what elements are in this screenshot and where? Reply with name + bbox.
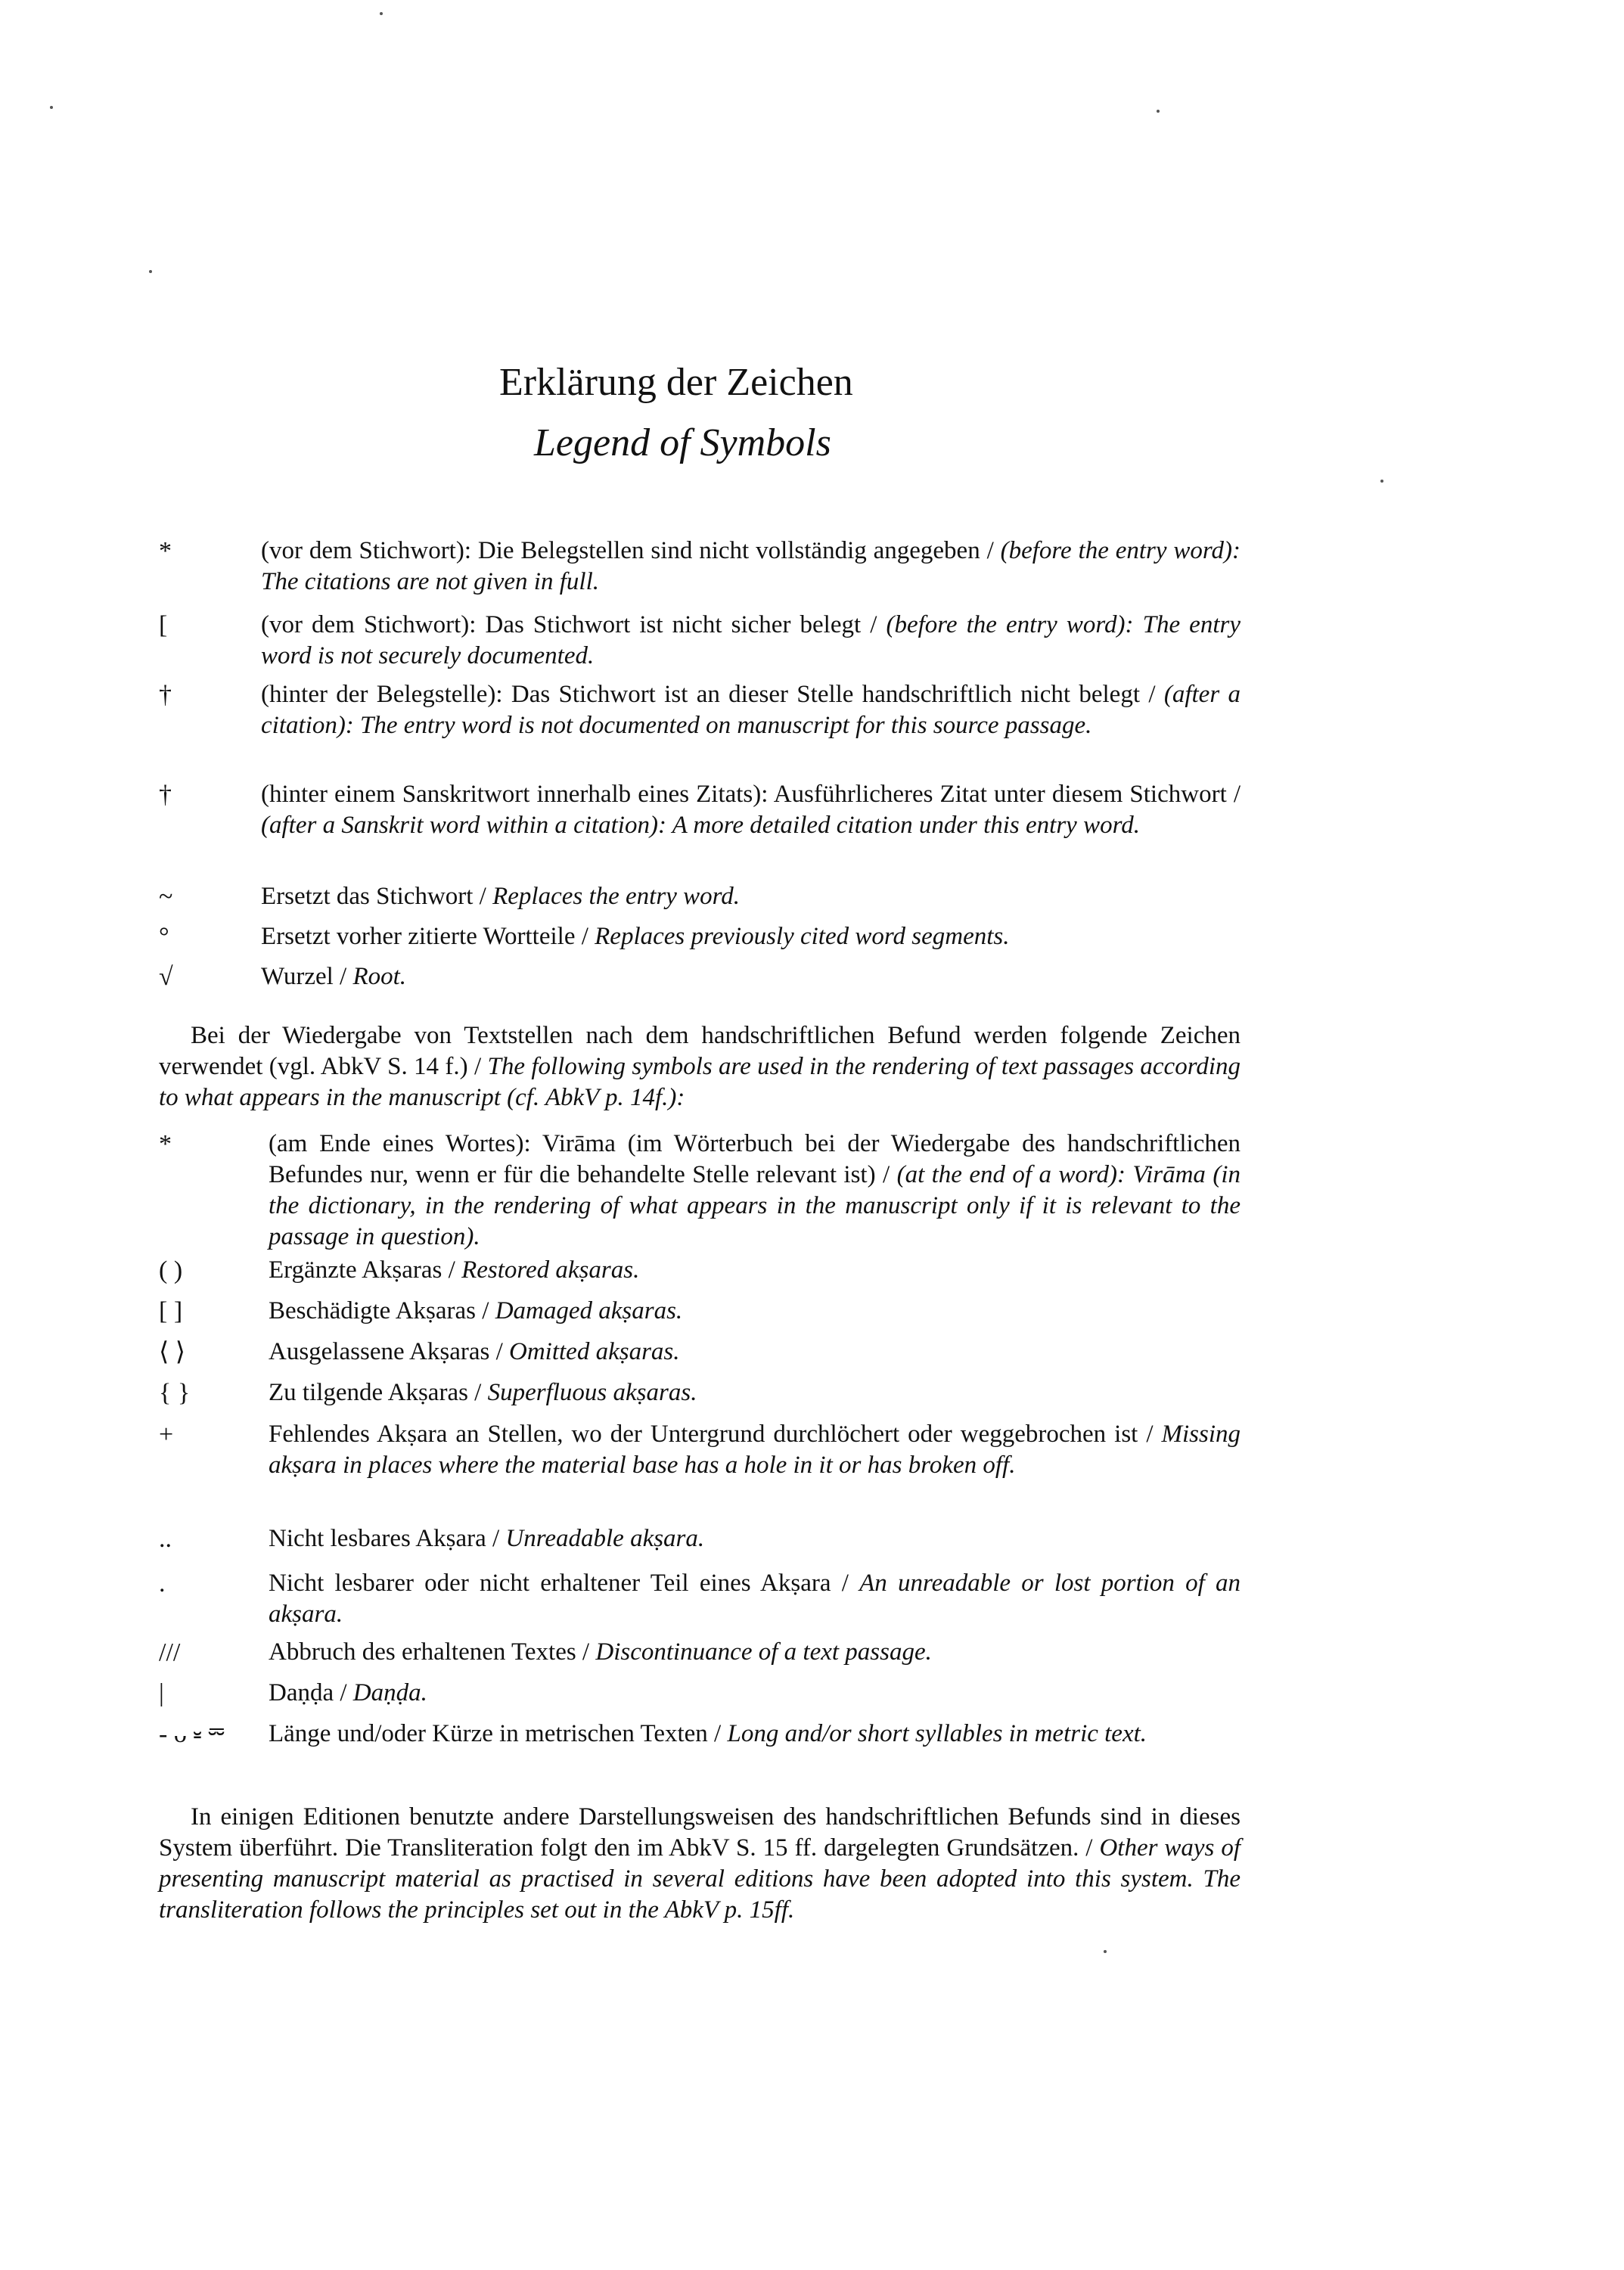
- entry-text: Ergänzte Akṣaras / Restored akṣaras.: [269, 1256, 640, 1284]
- entry-symbol: - ᴗ ⏓ ⏔: [159, 1720, 225, 1748]
- scan-speck: [1104, 1950, 1107, 1953]
- entry-text: (hinter einem Sanskritwort innerhalb eines Zitats): Ausführlicheres Zitat unter diesem Stichwort / (after a Sanskrit word within a citation): A more detailed citation under this entry word.: [261, 781, 1241, 839]
- entry-text: (vor dem Stichwort): Die Belegstellen sind nicht vollständig angegeben / (before the entry word): The citations are not given in full.: [261, 537, 1241, 595]
- entry-symbol: ( ): [159, 1256, 183, 1284]
- entry-symbol: †: [159, 681, 172, 709]
- entry-text: Abbruch des erhaltenen Textes / Discontinuance of a text passage.: [269, 1638, 932, 1666]
- entry-symbol: [: [159, 611, 168, 639]
- entry-symbol: ~: [159, 883, 173, 911]
- entry-symbol: [ ]: [159, 1297, 183, 1325]
- entry-symbol: .: [159, 1570, 166, 1598]
- entry-symbol: °: [159, 923, 169, 951]
- entry-text: Länge und/oder Kürze in metrischen Texten / Long and/or short syllables in metric text.: [269, 1720, 1147, 1747]
- closing-paragraph: In einigen Editionen benutzte andere Darstellungsweisen des handschriftlichen Befunds sind in dieses System überführt. Die Transliteration folgt den im AbkV S. 15 ff. dargelegten Grundsätzen. / Other ways of presenting manuscript material as practised in several editions have been adopted into this system. The transliteration follows the principles set out in the AbkV p. 15ff.: [159, 1803, 1241, 1924]
- entry-text: Nicht lesbarer oder nicht erhaltener Teil eines Akṣara / An unreadable or lost portion of an akṣara.: [269, 1570, 1241, 1628]
- title-german: Erklärung der Zeichen: [499, 361, 853, 404]
- intro-paragraph: Bei der Wiedergabe von Textstellen nach dem handschriftlichen Befund werden folgende Zeichen verwendet (vgl. AbkV S. 14 f.) / The following symbols are used in the rendering of text passages according to what appears in the manuscript (cf. AbkV p. 14f.):: [159, 1022, 1241, 1111]
- entry-symbol: †: [159, 781, 172, 809]
- title-english: Legend of Symbols: [534, 421, 831, 464]
- scan-speck: [149, 270, 152, 273]
- entry-text: (vor dem Stichwort): Das Stichwort ist nicht sicher belegt / (before the entry word): The entry word is not securely documented.: [261, 611, 1241, 669]
- entry-symbol: ///: [159, 1638, 181, 1666]
- entry-text: Wurzel / Root.: [261, 963, 407, 990]
- entry-text: Ersetzt das Stichwort / Replaces the entry word.: [261, 883, 740, 910]
- entry-text: Nicht lesbares Akṣara / Unreadable akṣara.: [269, 1525, 705, 1552]
- scan-speck: [1157, 110, 1160, 113]
- entry-text: Beschädigte Akṣaras / Damaged akṣaras.: [269, 1297, 683, 1324]
- scan-speck: [1380, 480, 1383, 483]
- entry-symbol: *: [159, 1130, 172, 1158]
- entry-text: (am Ende eines Wortes): Virāma (im Wörterbuch bei der Wiedergabe des handschriftlichen Befundes nur, wenn er für die behandelte Stelle relevant ist) / (at the end of a word): Virāma (in the dictionary, in the rendering of what appears in the manuscript only if it is relevant to the passage in question).: [269, 1130, 1241, 1250]
- entry-text: Ersetzt vorher zitierte Wortteile / Replaces previously cited word segments.: [261, 923, 1010, 950]
- entry-text: Daṇḍa / Daṇḍa.: [269, 1679, 427, 1706]
- entry-symbol: √: [159, 963, 173, 991]
- entry-symbol: +: [159, 1421, 174, 1449]
- entry-symbol: *: [159, 537, 172, 565]
- entry-text: (hinter der Belegstelle): Das Stichwort ist an dieser Stelle handschriftlich nicht belegt / (after a citation): The entry word is not documented on manuscript for this source passage.: [261, 681, 1241, 739]
- entry-symbol: ..: [159, 1525, 172, 1553]
- entry-text: Zu tilgende Akṣaras / Superfluous akṣaras.: [269, 1379, 697, 1406]
- entry-symbol: { }: [159, 1379, 191, 1407]
- scan-speck: [380, 12, 383, 15]
- entry-symbol: |: [159, 1679, 164, 1707]
- entry-symbol: ⟨ ⟩: [159, 1338, 186, 1366]
- entry-text: Ausgelassene Akṣaras / Omitted akṣaras.: [269, 1338, 680, 1365]
- entry-text: Fehlendes Akṣara an Stellen, wo der Untergrund durchlöchert oder weggebrochen ist / Missing akṣara in places where the material base has a hole in it or has broken off.: [269, 1421, 1241, 1479]
- scan-speck: [50, 106, 53, 109]
